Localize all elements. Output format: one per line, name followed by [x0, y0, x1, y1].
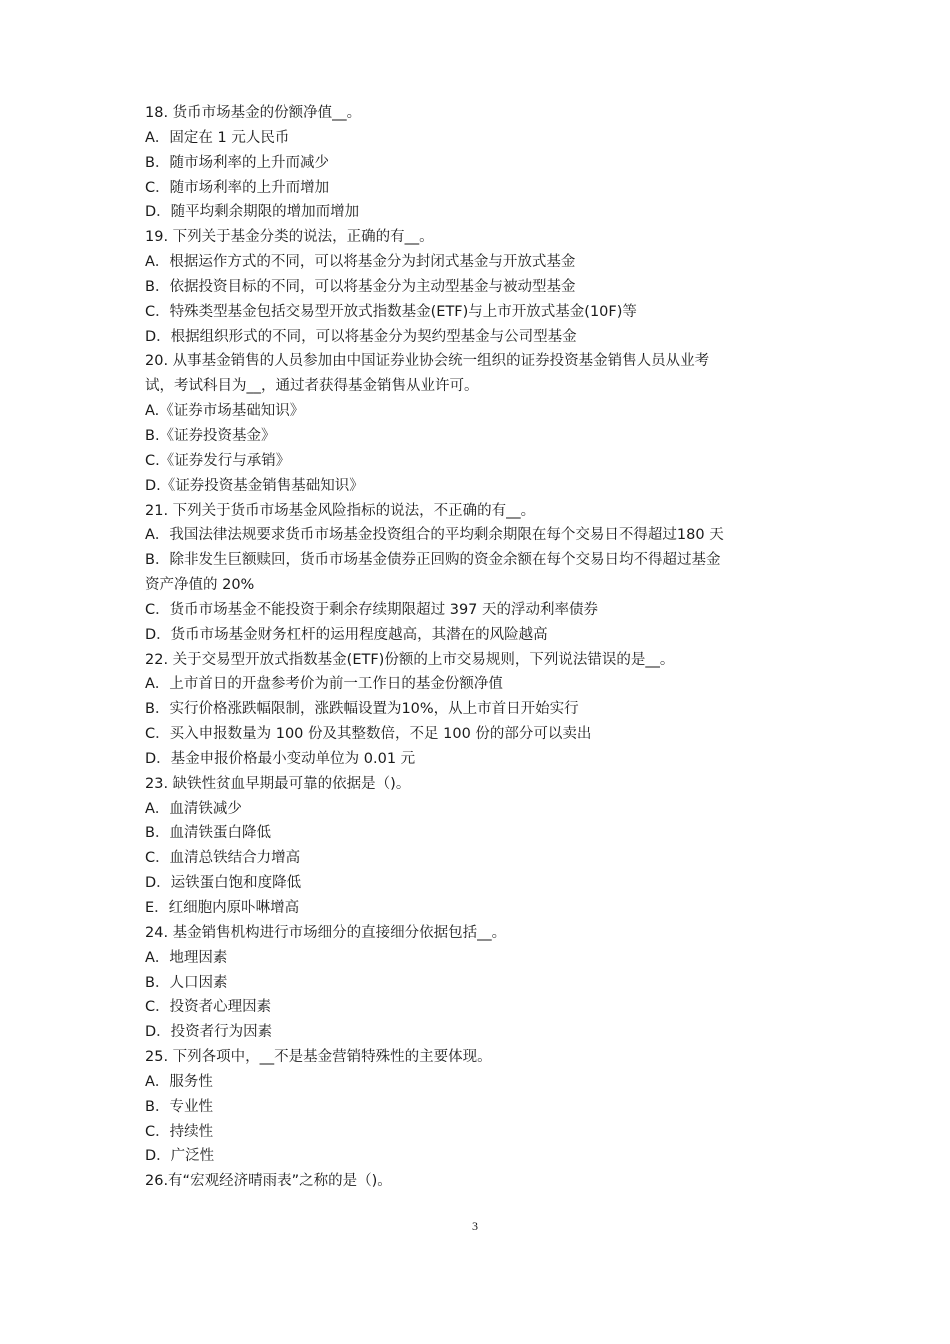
option-21-c: C．货币市场基金不能投资于剩余存续期限超过 397 天的浮动利率债券 — [145, 601, 599, 618]
question-20-line-2: 试，考试科目为__，通过者获得基金销售从业许可。 — [145, 378, 479, 395]
option-20-c: C.《证券发行与承销》 — [145, 452, 291, 469]
option-23-b: B．血清铁蛋白降低 — [145, 825, 271, 842]
question-20-line-1: 20. 从事基金销售的人员参加由中国证券业协会统一组织的证券投资基金销售人员从业考 — [145, 353, 710, 370]
option-24-d: D．投资者行为因素 — [145, 1024, 273, 1041]
option-21-b-line-1: B．除非发生巨额赎回，货币市场基金债券正回购的资金余额在每个交易日均不得超过基金 — [145, 552, 721, 569]
question-26: 26.有“宏观经济晴雨表”之称的是（)。 — [145, 1173, 392, 1190]
option-22-d: D．基金申报价格最小变动单位为 0.01 元 — [145, 750, 416, 767]
option-19-a: A．根据运作方式的不同，可以将基金分为封闭式基金与开放式基金 — [145, 254, 576, 271]
option-22-c: C．买入申报数量为 100 份及其整数倍，不足 100 份的部分可以卖出 — [145, 726, 592, 743]
question-18: 18. 货币市场基金的份额净值__。 — [145, 105, 362, 121]
option-20-b: B.《证券投资基金》 — [145, 427, 276, 444]
option-19-b: B．依据投资目标的不同，可以将基金分为主动型基金与被动型基金 — [145, 278, 576, 295]
option-24-a: A．地理因素 — [145, 949, 228, 966]
option-19-c: C．特殊类型基金包括交易型开放式指数基金(ETF)与上市开放式基金(10F)等 — [145, 303, 637, 320]
question-21: 21. 下列关于货币市场基金风险指标的说法，不正确的有__。 — [145, 502, 536, 519]
option-19-d: D．根据组织形式的不同，可以将基金分为契约型基金与公司型基金 — [145, 328, 577, 345]
option-21-a: A．我国法律法规要求货币市场基金投资组合的平均剩余期限在每个交易日不得超过180 天 — [145, 527, 724, 544]
option-18-c: C．随市场利率的上升而增加 — [145, 179, 330, 196]
question-23: 23. 缺铁性贫血早期最可靠的依据是（)。 — [145, 775, 411, 792]
question-22: 22. 关于交易型开放式指数基金(ETF)份额的上市交易规则，下列说法错误的是__。 — [145, 651, 675, 668]
option-25-c: C．持续性 — [145, 1123, 214, 1140]
option-20-d: D.《证券投资基金销售基础知识》 — [145, 477, 364, 494]
option-21-d: D．货币市场基金财务杠杆的运用程度越高，其潜在的风险越高 — [145, 626, 548, 643]
option-22-a: A．上市首日的开盘参考价为前一工作日的基金份额净值 — [145, 676, 503, 693]
option-25-a: A．服务性 — [145, 1073, 213, 1090]
option-21-b-line-2: 资产净值的 20% — [145, 577, 255, 594]
question-text-block — [145, 101, 815, 1194]
option-18-b: B．随市场利率的上升而减少 — [145, 154, 329, 171]
option-25-b: B．专业性 — [145, 1098, 213, 1115]
option-18-d: D．随平均剩余期限的增加而增加 — [145, 204, 360, 221]
question-25: 25. 下列各项中，__不是基金营销特殊性的主要体现。 — [145, 1049, 492, 1066]
question-24: 24. 基金销售机构进行市场细分的直接细分依据包括__。 — [145, 924, 507, 941]
option-23-e: E．红细胞内原卟啉增高 — [145, 900, 300, 916]
option-20-a: A.《证券市场基础知识》 — [145, 403, 305, 420]
option-22-b: B．实行价格涨跌幅限制，涨跌幅设置为10%，从上市首日开始实行 — [145, 701, 579, 718]
option-24-b: B．人口因素 — [145, 974, 228, 991]
page-number: 3 — [472, 1219, 478, 1233]
option-24-c: C．投资者心理因素 — [145, 999, 272, 1016]
option-18-a: A．固定在 1 元人民币 — [145, 129, 290, 146]
question-19: 19. 下列关于基金分类的说法，正确的有__。 — [145, 229, 434, 246]
option-23-d: D．运铁蛋白饱和度降低 — [145, 875, 302, 892]
option-23-a: A．血清铁减少 — [145, 800, 242, 817]
option-25-d: D．广泛性 — [145, 1148, 215, 1165]
option-23-c: C．血清总铁结合力增高 — [145, 850, 301, 867]
